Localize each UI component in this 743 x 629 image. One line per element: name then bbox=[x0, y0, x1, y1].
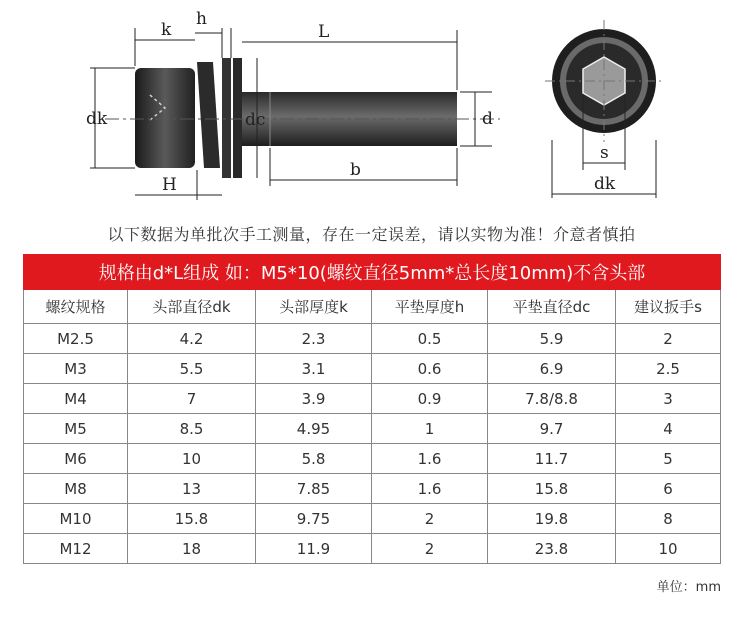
label-h: h bbox=[196, 9, 207, 29]
table-cell: 3.9 bbox=[256, 384, 372, 414]
table-cell: 9.75 bbox=[256, 504, 372, 534]
table-cell: M10 bbox=[24, 504, 128, 534]
label-H: H bbox=[162, 175, 177, 195]
table-cell: 1.6 bbox=[372, 444, 488, 474]
table-cell: 5.8 bbox=[256, 444, 372, 474]
spec-banner: 规格由d*L组成 如：M5*10(螺纹直径5mm*总长度10mm)不含头部 bbox=[24, 255, 721, 290]
table-row bbox=[24, 534, 721, 564]
table-cell: 11.7 bbox=[488, 444, 616, 474]
disclaimer-text: 以下数据为单批次手工测量，存在一定误差，请以实物为准！介意者慎拍 bbox=[107, 225, 636, 244]
table-cell: M2.5 bbox=[24, 324, 128, 354]
table-cell: 18 bbox=[128, 534, 256, 564]
spec-table bbox=[23, 254, 721, 564]
table-cell: 4.95 bbox=[256, 414, 372, 444]
table-cell: 0.6 bbox=[372, 354, 488, 384]
column-header: 平垫直径dc bbox=[488, 290, 616, 324]
label-s: s bbox=[600, 143, 609, 163]
table-cell: 4.2 bbox=[128, 324, 256, 354]
table-cell: 5.9 bbox=[488, 324, 616, 354]
table-cell: 19.8 bbox=[488, 504, 616, 534]
column-header: 头部直径dk bbox=[128, 290, 256, 324]
table-row bbox=[24, 504, 721, 534]
table-cell: M8 bbox=[24, 474, 128, 504]
table-row bbox=[24, 474, 721, 504]
table-cell: 8 bbox=[616, 504, 721, 534]
label-dk-end: dk bbox=[594, 174, 616, 194]
screw-end-view bbox=[545, 20, 665, 142]
column-header: 头部厚度k bbox=[256, 290, 372, 324]
table-row bbox=[24, 384, 721, 414]
table-row bbox=[24, 414, 721, 444]
table-cell: 9.7 bbox=[488, 414, 616, 444]
unit-note: 单位：mm bbox=[656, 580, 721, 595]
table-cell: 3.1 bbox=[256, 354, 372, 384]
table-header-row bbox=[24, 290, 721, 324]
table-cell: 15.8 bbox=[128, 504, 256, 534]
table-cell: M5 bbox=[24, 414, 128, 444]
table-cell: 3 bbox=[616, 384, 721, 414]
table-cell: M4 bbox=[24, 384, 128, 414]
screw-diagram bbox=[0, 0, 743, 215]
table-cell: M12 bbox=[24, 534, 128, 564]
table-cell: 13 bbox=[128, 474, 256, 504]
table-row bbox=[24, 444, 721, 474]
label-b: b bbox=[350, 160, 361, 180]
table-cell: 10 bbox=[616, 534, 721, 564]
table-cell: 7.85 bbox=[256, 474, 372, 504]
technical-drawing bbox=[0, 0, 743, 215]
table-cell: 11.9 bbox=[256, 534, 372, 564]
table-cell: 2.3 bbox=[256, 324, 372, 354]
table-row bbox=[24, 324, 721, 354]
flat-washer bbox=[222, 58, 231, 178]
column-header: 螺纹规格 bbox=[24, 290, 128, 324]
spec-banner-row bbox=[24, 255, 721, 290]
table-cell: 8.5 bbox=[128, 414, 256, 444]
label-k: k bbox=[161, 20, 172, 40]
table-cell: M3 bbox=[24, 354, 128, 384]
table-cell: 2 bbox=[372, 504, 488, 534]
label-L: L bbox=[318, 22, 330, 42]
table-cell: 1 bbox=[372, 414, 488, 444]
table-cell: 23.8 bbox=[488, 534, 616, 564]
table-row bbox=[24, 354, 721, 384]
table-cell: 2.5 bbox=[616, 354, 721, 384]
table-cell: 2 bbox=[616, 324, 721, 354]
table-cell: 5.5 bbox=[128, 354, 256, 384]
spring-washer bbox=[197, 62, 220, 168]
screw-head bbox=[135, 68, 195, 168]
table-cell: 7.8/8.8 bbox=[488, 384, 616, 414]
label-dc: dc bbox=[245, 110, 266, 130]
table-cell: 1.6 bbox=[372, 474, 488, 504]
table-cell: 5 bbox=[616, 444, 721, 474]
table-cell: 15.8 bbox=[488, 474, 616, 504]
column-header: 建议扳手s bbox=[616, 290, 721, 324]
table-cell: 4 bbox=[616, 414, 721, 444]
column-header: 平垫厚度h bbox=[372, 290, 488, 324]
table-cell: 6.9 bbox=[488, 354, 616, 384]
table-cell: 0.5 bbox=[372, 324, 488, 354]
table-cell: 0.9 bbox=[372, 384, 488, 414]
table-cell: 7 bbox=[128, 384, 256, 414]
label-d: d bbox=[482, 109, 493, 129]
table-cell: M6 bbox=[24, 444, 128, 474]
table-cell: 2 bbox=[372, 534, 488, 564]
table-cell: 6 bbox=[616, 474, 721, 504]
table-cell: 10 bbox=[128, 444, 256, 474]
label-dk: dk bbox=[86, 109, 108, 129]
